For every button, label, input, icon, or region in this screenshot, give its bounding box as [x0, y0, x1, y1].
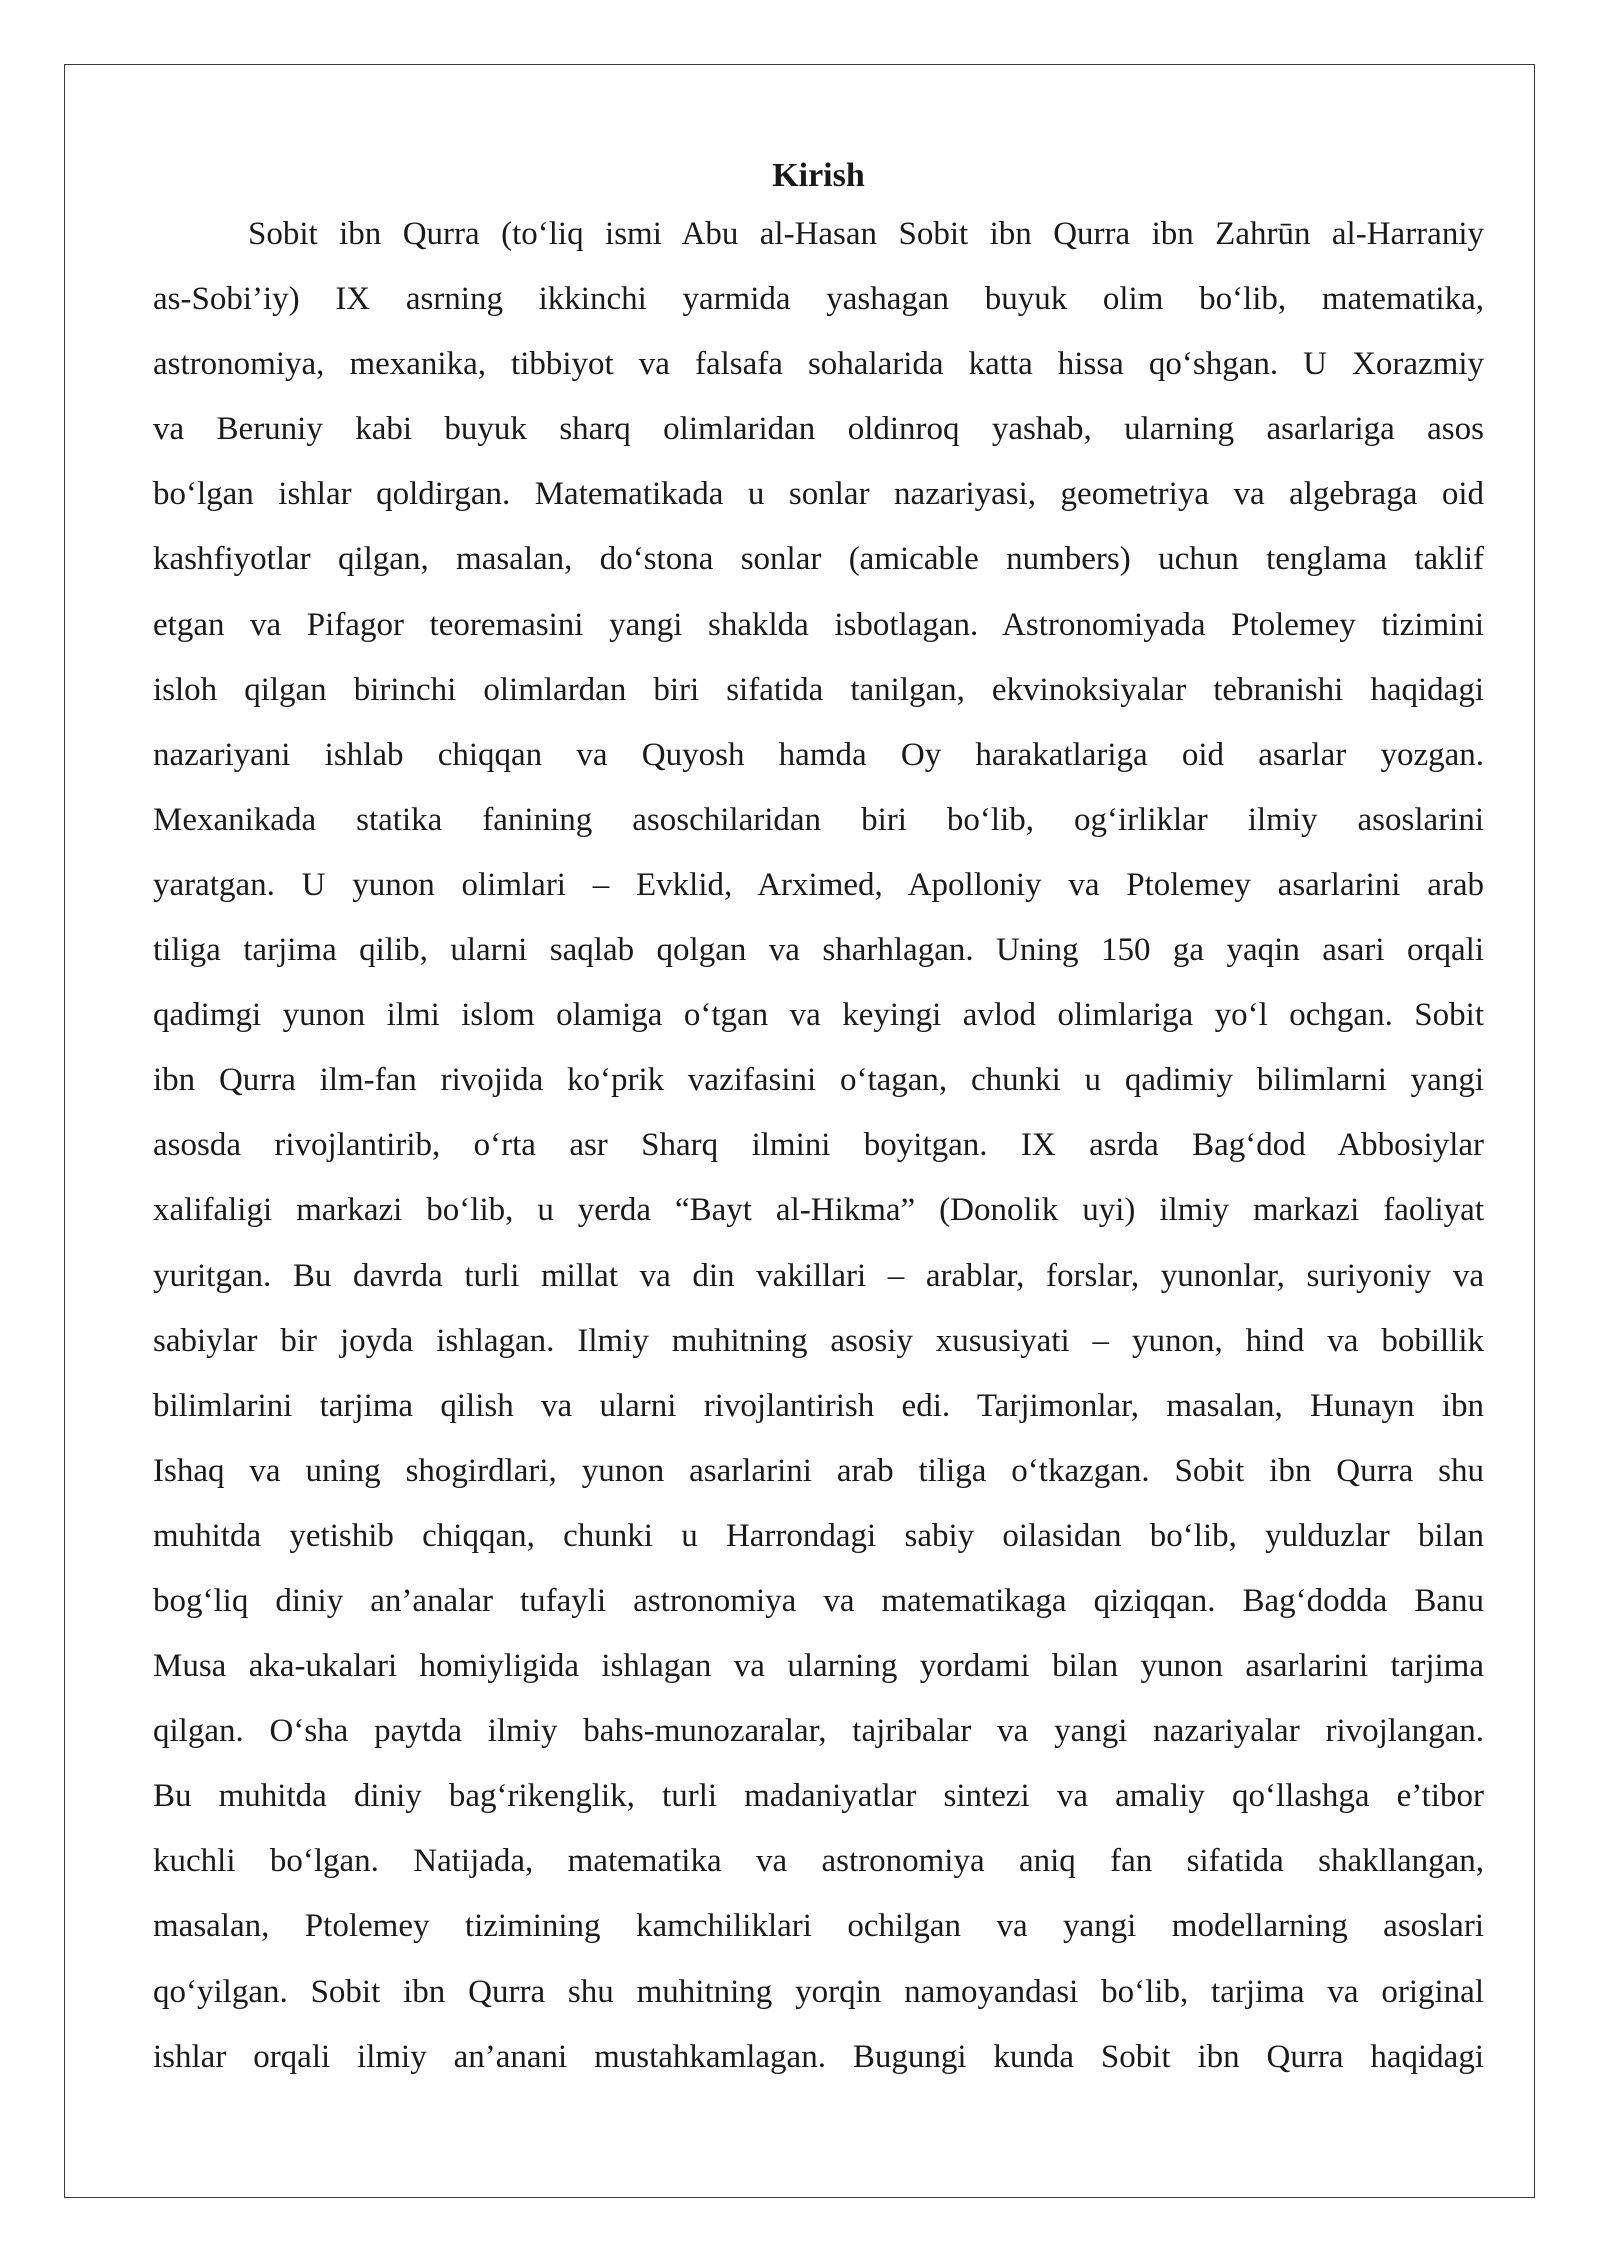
text-line: Mexanikada statika fanining asoschilaridan biri bo‘lib, og‘irliklar ilmiy asoslarini	[153, 801, 1484, 838]
text-line: Ishaq va uning shogirdlari, yunon asarlarini arab tiliga o‘tkazgan. Sobit ibn Qurra shu	[153, 1452, 1484, 1489]
text-line: Sobit ibn Qurra (to‘liq ismi Abu al-Hasan Sobit ibn Qurra ibn Zahrūn al-Harraniy	[248, 216, 1484, 252]
text-line: tiliga tarjima qilib, ularni saqlab qolgan va sharhlagan. Uning 150 ga yaqin asari orqali	[153, 932, 1484, 969]
text-line: qo‘yilgan. Sobit ibn Qurra shu muhitning yorqin namoyandasi bo‘lib, tarjima va original	[153, 1973, 1484, 2010]
text-line: bilimlarini tarjima qilish va ularni rivojlantirish edi. Tarjimonlar, masalan, Hunayn ibn	[153, 1387, 1484, 1424]
text-line: masalan, Ptolemey tizimining kamchiliklari ochilgan va yangi modellarning asoslari	[153, 1908, 1484, 1945]
text-line: va Beruniy kabi buyuk sharq olimlaridan oldinroq yashab, ularning asarlariga asos	[153, 411, 1484, 448]
text-line: qilgan. O‘sha paytda ilmiy bahs-munozaralar, tajribalar va yangi nazariyalar rivojlangan.	[153, 1713, 1484, 1750]
text-line: qadimgi yunon ilmi islom olamiga o‘tgan va keyingi avlod olimlariga yo‘l ochgan. Sobit	[153, 997, 1484, 1034]
text-line: Bu muhitda diniy bag‘rikenglik, turli madaniyatlar sintezi va amaliy qo‘llashga e’tibor	[153, 1778, 1484, 1815]
text-line: muhitda yetishib chiqqan, chunki u Harrondagi sabiy oilasidan bo‘lib, yulduzlar bilan	[153, 1517, 1484, 1554]
text-line: ibn Qurra ilm-fan rivojida ko‘prik vazifasini o‘tagan, chunki u qadimiy bilimlarni yangi	[153, 1062, 1484, 1099]
text-line: isloh qilgan birinchi olimlardan biri sifatida tanilgan, ekvinoksiyalar tebranishi haqidagi	[153, 671, 1484, 708]
text-line: Musa aka-ukalari homiyligida ishlagan va ularning yordami bilan yunon asarlarini tarjima	[153, 1648, 1484, 1685]
text-line: xalifaligi markazi bo‘lib, u yerda “Bayt al-Hikma” (Donolik uyi) ilmiy markazi faoliyat	[153, 1192, 1484, 1229]
text-line: yuritgan. Bu davrda turli millat va din vakillari – arablar, forslar, yunonlar, suriyoniy va	[153, 1257, 1484, 1294]
text-line: as-Sobi’iy) IX asrning ikkinchi yarmida yashagan buyuk olim bo‘lib, matematika,	[153, 281, 1484, 318]
document-title: Kirish	[772, 157, 865, 194]
text-line: etgan va Pifagor teoremasini yangi shaklda isbotlagan. Astronomiyada Ptolemey tizimini	[153, 606, 1484, 643]
document-body	[153, 150, 1484, 2090]
text-line: kashfiyotlar qilgan, masalan, do‘stona sonlar (amicable numbers) uchun tenglama taklif	[153, 541, 1484, 578]
body-paragraph	[153, 202, 1484, 2090]
text-line: ishlar orqali ilmiy an’anani mustahkamlagan. Bugungi kunda Sobit ibn Qurra haqidagi	[153, 2038, 1484, 2075]
text-line: bog‘liq diniy an’analar tufayli astronomiya va matematikaga qiziqqan. Bag‘dodda Banu	[153, 1582, 1484, 1619]
text-line: asosda rivojlantirib, o‘rta asr Sharq ilmini boyitgan. IX asrda Bag‘dod Abbosiylar	[153, 1127, 1484, 1164]
text-line: yaratgan. U yunon olimlari – Evklid, Arximed, Apolloniy va Ptolemey asarlarini arab	[153, 866, 1484, 903]
text-line: astronomiya, mexanika, tibbiyot va falsafa sohalarida katta hissa qo‘shgan. U Xorazmiy	[153, 346, 1484, 383]
text-line: sabiylar bir joyda ishlagan. Ilmiy muhitning asosiy xususiyati – yunon, hind va bobillik	[153, 1322, 1484, 1359]
text-line: bo‘lgan ishlar qoldirgan. Matematikada u sonlar nazariyasi, geometriya va algebraga oid	[153, 476, 1484, 513]
text-line: nazariyani ishlab chiqqan va Quyosh hamda Oy harakatlariga oid asarlar yozgan.	[153, 736, 1484, 773]
text-line: kuchli bo‘lgan. Natijada, matematika va astronomiya aniq fan sifatida shakllangan,	[153, 1843, 1484, 1880]
